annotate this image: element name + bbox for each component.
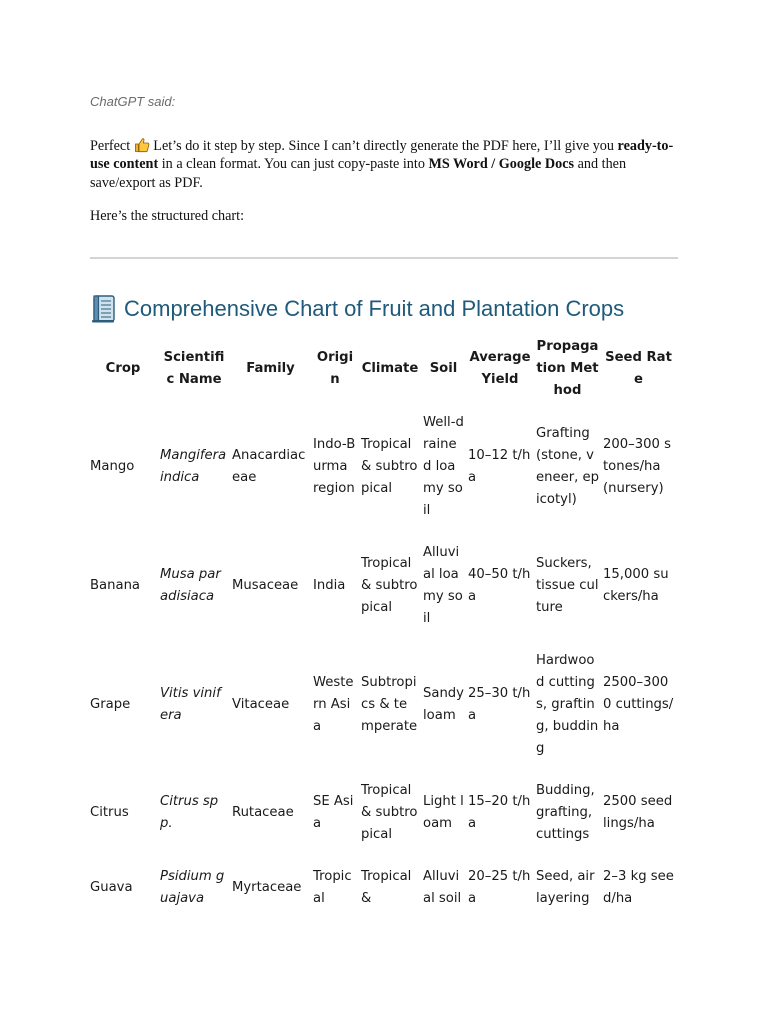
table-cell: Tropical & subtropical — [361, 437, 418, 496]
column-header: Origin — [316, 350, 354, 387]
section-title: Comprehensive Chart of Fruit and Plantation Crops — [124, 296, 625, 321]
intro-bold-2: MS Word / Google Docs — [428, 156, 575, 173]
column-header: Family — [246, 361, 295, 376]
intro-text-1: Perfect — [90, 138, 131, 154]
table-cell: Hardwood cuttings, grafting, budding — [536, 653, 599, 756]
table-cell: Grafting (stone, veneer, epicotyl) — [536, 426, 599, 507]
intro-paragraph — [90, 137, 678, 192]
table-cell: Well-drained loamy soil — [423, 415, 464, 518]
table-cell: Mango — [90, 459, 135, 474]
table-cell: Alluvial loamy soil — [423, 545, 463, 626]
table-cell: Myrtaceae — [232, 880, 302, 895]
table-cell: 20–25 t/ha — [468, 869, 531, 906]
column-header: Average Yield — [469, 350, 531, 387]
table-cell: 2–3 kg seed/ha — [603, 869, 674, 906]
table-cell: Tropical & subtropical — [361, 783, 418, 842]
table-cell: 15,000 suckers/ha — [603, 567, 669, 604]
table-cell: SE Asia — [313, 794, 354, 831]
table-cell: Alluvial soil — [423, 869, 462, 906]
table-cell: Sandy loam — [423, 686, 464, 723]
table-header-row — [88, 336, 676, 402]
table-cell: 2500 seedlings/ha — [603, 794, 673, 831]
table-cell: 15–20 t/ha — [468, 794, 531, 831]
intro-text-2: Let’s do it step by step. Since I can’t directly generate the PDF here, I’ll give you — [149, 138, 618, 154]
table-cell: Citrus spp. — [160, 794, 219, 831]
intro-bold-1: ready-to-use content — [90, 138, 674, 173]
column-header: Seed Rate — [605, 350, 672, 387]
table-cell: Vitis vinifera — [160, 686, 221, 723]
table-row — [88, 770, 676, 856]
table-cell: 2500–3000 cuttings/ha — [603, 675, 674, 734]
table-cell: Musa paradisiaca — [160, 567, 221, 604]
table-cell: Tropical & subtropical — [361, 556, 418, 615]
notebook-icon — [90, 294, 116, 324]
table-cell: Anacardiaceae — [232, 448, 306, 485]
table-row — [88, 856, 676, 920]
table-cell: 40–50 t/ha — [468, 567, 531, 604]
table-cell: Suckers, tissue culture — [536, 556, 599, 615]
table-cell: Budding, grafting, cuttings — [536, 783, 595, 842]
column-header: Propagation Method — [536, 339, 599, 398]
table-cell: Vitaceae — [232, 697, 290, 712]
table-cell: Rutaceae — [232, 805, 294, 820]
table-cell: Grape — [90, 697, 131, 712]
table-cell: Mangifera indica — [160, 448, 227, 485]
thumbs-up-icon — [134, 137, 150, 153]
table-cell: Musaceae — [232, 578, 299, 593]
horizontal-divider — [90, 257, 678, 259]
table-cell: Banana — [90, 578, 141, 593]
table-row — [88, 402, 676, 532]
table-cell: 25–30 t/ha — [468, 686, 531, 723]
table-cell: Indo-Burma region — [313, 437, 356, 496]
column-header: Scientific Name — [163, 350, 225, 387]
table-cell: Light loam — [423, 794, 464, 831]
column-header: Soil — [429, 361, 458, 376]
crop-chart-table — [88, 336, 676, 920]
table-cell: Western Asia — [313, 675, 354, 734]
table-cell: Seed, air layering — [536, 869, 595, 906]
table-cell: Psidium guajava — [160, 869, 225, 906]
column-header: Crop — [105, 361, 141, 376]
table-row — [88, 640, 676, 770]
table-cell: Tropical — [313, 869, 352, 906]
table-row — [88, 532, 676, 640]
table-cell: Tropical & — [361, 869, 412, 906]
table-cell: Citrus — [90, 805, 129, 820]
table-cell: 10–12 t/ha — [468, 448, 531, 485]
table-cell: Guava — [90, 880, 133, 895]
section-heading — [90, 292, 690, 326]
table-cell: Subtropics & temperate — [361, 675, 418, 734]
speaker-label: ChatGPT said: — [90, 94, 176, 109]
intro-line-2: Here’s the structured chart: — [90, 208, 245, 224]
intro-text-4: and then save/export as PDF. — [90, 156, 627, 191]
table-cell: India — [313, 578, 346, 593]
column-header: Climate — [361, 361, 419, 376]
table-cell: 200–300 stones/ha (nursery) — [603, 437, 671, 496]
intro-text-3: in a clean format. You can just copy-paste into — [158, 156, 429, 173]
